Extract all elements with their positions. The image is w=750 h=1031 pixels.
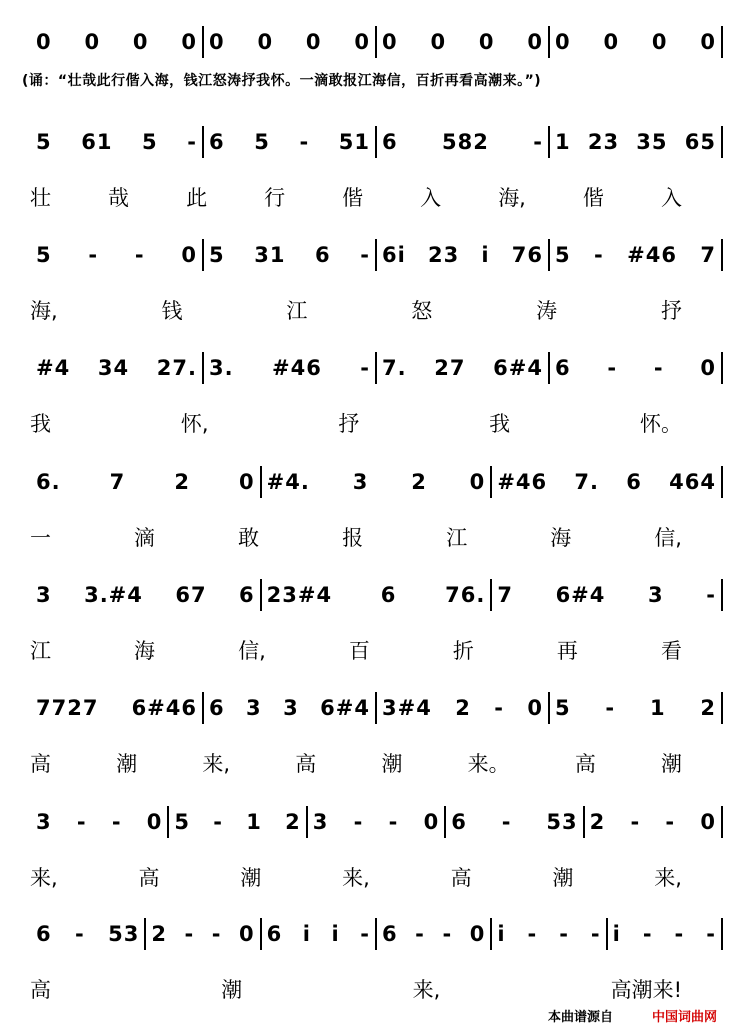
footer-site-link[interactable]: 中国词曲网	[652, 1010, 718, 1025]
measure	[267, 583, 486, 607]
note-group: -	[494, 696, 504, 720]
note-group: 6#4	[320, 696, 370, 720]
note-group: 7727	[36, 696, 99, 720]
note-group: 6	[209, 696, 225, 720]
bar-line	[260, 466, 262, 498]
lyric-word: 敢	[238, 526, 260, 550]
lyrics-line	[30, 974, 682, 1004]
note-group: 6	[36, 922, 52, 946]
note-group: 1	[555, 130, 571, 154]
measure	[555, 30, 716, 54]
measure	[497, 922, 600, 946]
note-group: 3	[352, 470, 369, 494]
note-group: -	[442, 922, 453, 946]
note-group: 7.	[382, 356, 407, 380]
note-group: -	[706, 583, 716, 607]
footer-source-label: 本曲谱源自	[548, 1010, 614, 1025]
note-group: 27	[434, 356, 466, 380]
bar-line	[606, 918, 608, 950]
lyric-word: 高潮来!	[610, 978, 682, 1002]
note-group: 0	[469, 922, 486, 946]
note-group: -	[607, 356, 618, 380]
note-group: 7	[109, 470, 126, 494]
note-group: 5	[254, 130, 270, 154]
bar-line	[202, 126, 204, 158]
lyric-word: 高	[30, 978, 51, 1002]
note-group: 3.	[209, 356, 234, 380]
lyrics-line	[30, 182, 682, 212]
lyric-word: 哉	[108, 186, 130, 210]
bar-line	[375, 918, 377, 950]
note-group: 0	[555, 30, 571, 54]
note-group: -	[665, 810, 676, 834]
note-group: -	[88, 243, 99, 267]
note-group: 2	[455, 696, 471, 720]
note-group: 23	[427, 243, 460, 267]
measure	[174, 810, 300, 834]
measure	[36, 922, 139, 946]
note-group: 3#4	[382, 696, 432, 720]
lyric-word: 信,	[654, 526, 682, 550]
note-group: -	[299, 130, 310, 154]
note-group: -	[594, 243, 604, 267]
note-group: 2	[700, 696, 716, 720]
note-group: -	[360, 243, 370, 267]
bar-line	[260, 579, 262, 611]
note-group: -	[76, 810, 87, 834]
note-group: -	[213, 810, 223, 834]
note-group: 2	[174, 470, 190, 494]
note-group: 5	[174, 810, 191, 834]
measure	[209, 356, 370, 380]
note-group: 6	[315, 243, 331, 267]
note-group: 3	[312, 810, 329, 834]
note-group: i	[497, 922, 506, 946]
measure	[382, 130, 543, 154]
note-group: 0	[469, 470, 486, 494]
bar-line	[490, 466, 492, 498]
note-group: 0	[430, 30, 447, 54]
measure	[382, 30, 543, 54]
note-group: 76.	[445, 583, 486, 607]
note-group: -	[134, 243, 145, 267]
lyric-word: 行	[264, 186, 286, 210]
note-group: i	[612, 922, 621, 946]
bar-line	[490, 918, 492, 950]
note-group: -	[415, 922, 425, 946]
note-group: i	[302, 922, 311, 946]
lyric-word: 高	[30, 752, 51, 776]
lyric-word: 江	[30, 639, 51, 663]
lyric-word: 偕	[582, 186, 604, 210]
note-group: 1	[649, 696, 666, 720]
note-group: 0	[382, 30, 398, 54]
lyric-word: 高	[295, 752, 317, 776]
lyric-word: 海	[550, 526, 572, 550]
note-group: 0	[354, 30, 370, 54]
bar-line	[721, 579, 723, 611]
note-group: 6	[626, 470, 642, 494]
lyric-word: 信,	[238, 639, 266, 663]
note-group: 51	[338, 130, 370, 154]
measure	[555, 243, 716, 267]
measure	[36, 696, 197, 720]
note-group: 3	[246, 696, 262, 720]
measure	[36, 130, 197, 154]
lyric-word: 入	[420, 186, 442, 210]
lyric-word: 高	[450, 866, 472, 890]
note-group: 23	[587, 130, 620, 154]
measure	[209, 130, 370, 154]
note-group: -	[630, 810, 641, 834]
note-group: 6i	[382, 243, 406, 267]
lyrics-line	[30, 748, 682, 778]
bar-line	[202, 26, 204, 58]
note-group: 35	[636, 130, 668, 154]
lyric-word: 此	[186, 186, 208, 210]
note-group: 0	[181, 243, 197, 267]
lyric-word: 海,	[498, 186, 526, 210]
note-group: 0	[209, 30, 225, 54]
bar-line	[490, 579, 492, 611]
note-group: -	[360, 922, 370, 946]
lyric-word: 我	[30, 412, 51, 436]
lyric-word: 来,	[412, 978, 441, 1002]
note-group: 5	[142, 130, 158, 154]
note-group: -	[653, 356, 664, 380]
note-group: 6#4	[555, 583, 606, 607]
note-group: 464	[669, 470, 716, 494]
note-group: 5	[36, 243, 52, 267]
note-group: 23#4	[266, 583, 333, 607]
measure	[36, 583, 255, 607]
lyric-word: 高	[138, 866, 160, 890]
bar-line	[721, 918, 723, 950]
measure	[36, 30, 197, 54]
bar-line	[167, 806, 169, 838]
lyric-word: 江	[446, 526, 468, 550]
note-group: 7	[497, 583, 513, 607]
note-group: -	[75, 922, 85, 946]
measure	[451, 810, 577, 834]
note-group: 6	[209, 130, 225, 154]
note-group: 2	[151, 922, 167, 946]
bar-line	[202, 692, 204, 724]
note-group: -	[559, 922, 569, 946]
note-group: 2	[411, 470, 427, 494]
lyric-word: 海	[134, 639, 156, 663]
note-group: -	[187, 130, 197, 154]
lyric-word: 怀,	[180, 412, 209, 436]
lyrics-line	[30, 635, 682, 665]
lyric-word: 偕	[342, 186, 364, 210]
lyrics-line	[30, 522, 682, 552]
note-group: 5	[555, 696, 571, 720]
note-group: -	[211, 922, 222, 946]
lyric-word: 来,	[30, 866, 58, 890]
bar-line	[375, 26, 377, 58]
bar-line	[144, 918, 146, 950]
note-group: 6	[382, 130, 398, 154]
lyrics-line	[30, 408, 682, 438]
note-group: 3	[36, 810, 52, 834]
note-group: 3	[648, 583, 664, 607]
note-group: 34	[97, 356, 130, 380]
note-group: 61	[81, 130, 113, 154]
note-group: -	[706, 922, 716, 946]
note-group: 6	[555, 356, 571, 380]
bar-line	[721, 239, 723, 271]
note-group: 7	[700, 243, 716, 267]
measure	[590, 810, 716, 834]
lyric-word: 折	[452, 639, 474, 663]
lyric-word: 潮	[552, 866, 574, 890]
measure	[313, 810, 439, 834]
note-group: #46	[627, 243, 677, 267]
note-group: 3	[283, 696, 299, 720]
note-group: 1	[246, 810, 262, 834]
lyric-word: 抒	[338, 412, 360, 436]
bar-line	[375, 352, 377, 384]
lyric-word: 来。	[467, 752, 510, 776]
note-group: #4	[36, 356, 71, 380]
note-group: 2	[285, 810, 301, 834]
lyric-word: 钱	[161, 299, 183, 323]
measure	[382, 696, 543, 720]
bar-line	[721, 352, 723, 384]
note-group: 27.	[156, 356, 197, 380]
note-group: i	[331, 922, 340, 946]
bar-line	[548, 352, 550, 384]
note-group: 6.	[36, 470, 61, 494]
lyric-word: 一	[30, 526, 51, 550]
measure	[36, 470, 255, 494]
note-group: 3	[36, 583, 52, 607]
lyric-word: 潮	[661, 752, 682, 776]
lyric-word: 潮	[381, 752, 403, 776]
bar-line	[444, 806, 446, 838]
lyric-word: 壮	[30, 186, 51, 210]
measure	[36, 810, 162, 834]
measure	[267, 922, 370, 946]
measure	[497, 470, 716, 494]
note-group: 31	[254, 243, 286, 267]
note-group: -	[674, 922, 685, 946]
lyric-word: 怀。	[640, 412, 682, 436]
bar-line	[721, 126, 723, 158]
bar-line	[202, 352, 204, 384]
note-group: 5	[209, 243, 225, 267]
note-group: -	[353, 810, 364, 834]
bar-line	[548, 26, 550, 58]
lyric-word: 看	[660, 639, 682, 663]
recitation-text: (诵：“壮哉此行偕入海，钱江怒涛抒我怀。一滴敢报江海信，百折再看高潮来。”)	[22, 73, 542, 89]
note-group: 0	[527, 696, 543, 720]
note-group: #46	[272, 356, 322, 380]
lyric-word: 涛	[536, 299, 558, 323]
measure	[382, 922, 485, 946]
note-group: 0	[132, 30, 149, 54]
note-group: 53	[546, 810, 578, 834]
measure	[209, 696, 370, 720]
lyric-word: 百	[348, 639, 370, 663]
note-group: 0	[239, 922, 255, 946]
note-group: -	[360, 356, 370, 380]
note-group: 0	[700, 30, 716, 54]
bar-line	[548, 239, 550, 271]
note-group: -	[642, 922, 653, 946]
note-group: -	[388, 810, 399, 834]
note-group: #4.	[266, 470, 310, 494]
note-group: 6#46	[131, 696, 197, 720]
note-group: -	[533, 130, 543, 154]
note-group: 0	[146, 810, 163, 834]
note-group: 0	[305, 30, 322, 54]
note-group: 0	[257, 30, 274, 54]
note-group: 6	[451, 810, 467, 834]
bar-line	[260, 918, 262, 950]
note-group: 6	[382, 922, 398, 946]
note-group: 6	[380, 583, 397, 607]
measure	[36, 243, 197, 267]
note-group: 2	[589, 810, 606, 834]
measure	[209, 30, 370, 54]
measure	[151, 922, 254, 946]
measure	[267, 470, 486, 494]
note-group: -	[111, 810, 122, 834]
lyrics-line	[30, 295, 682, 325]
note-group: -	[501, 810, 512, 834]
note-group: 582	[442, 130, 489, 154]
bar-line	[375, 239, 377, 271]
lyric-word: 江	[286, 299, 308, 323]
measure	[497, 583, 716, 607]
lyric-word: 来,	[202, 752, 231, 776]
note-group: 65	[684, 130, 716, 154]
note-group: 0	[603, 30, 620, 54]
measure	[209, 243, 370, 267]
note-group: 5	[555, 243, 571, 267]
note-group: 0	[84, 30, 101, 54]
note-group: 0	[36, 30, 52, 54]
bar-line	[721, 692, 723, 724]
measure	[36, 356, 197, 380]
note-group: 0	[478, 30, 495, 54]
lyric-word: 潮	[116, 752, 138, 776]
measure	[555, 356, 716, 380]
note-group: 5	[36, 130, 52, 154]
lyric-word: 入	[660, 186, 682, 210]
bar-line	[548, 692, 550, 724]
note-group: 53	[108, 922, 140, 946]
lyric-word: 我	[489, 412, 511, 436]
note-group: 6#4	[493, 356, 543, 380]
lyric-word: 来,	[342, 866, 370, 890]
lyric-word: 再	[556, 639, 578, 663]
note-group: 0	[700, 356, 716, 380]
lyric-word: 潮	[221, 978, 243, 1002]
bar-line	[375, 692, 377, 724]
lyric-word: 抒	[660, 299, 682, 323]
note-group: 0	[181, 30, 197, 54]
lyric-word: 来,	[654, 866, 682, 890]
bar-line	[721, 806, 723, 838]
note-group: #46	[497, 470, 548, 494]
bar-line	[721, 466, 723, 498]
note-group: -	[184, 922, 195, 946]
note-group: i	[481, 243, 490, 267]
note-group: -	[590, 922, 601, 946]
measure	[613, 922, 716, 946]
measure	[382, 243, 543, 267]
bar-line	[202, 239, 204, 271]
note-group: 7.	[574, 470, 599, 494]
bar-line	[375, 126, 377, 158]
note-group: 0	[651, 30, 668, 54]
lyric-word: 高	[574, 752, 596, 776]
measure	[382, 356, 543, 380]
bar-line	[548, 126, 550, 158]
lyric-word: 报	[342, 526, 364, 550]
bar-line	[306, 806, 308, 838]
lyric-word: 滴	[134, 526, 156, 550]
note-group: 6	[266, 922, 283, 946]
lyric-word: 潮	[240, 866, 262, 890]
note-group: 6	[239, 583, 255, 607]
bar-line	[721, 26, 723, 58]
note-group: -	[527, 922, 538, 946]
note-group: 0	[527, 30, 543, 54]
note-group: -	[605, 696, 616, 720]
note-group: 0	[700, 810, 716, 834]
lyrics-line	[30, 862, 682, 892]
lyric-word: 海,	[30, 299, 58, 323]
measure	[555, 696, 716, 720]
note-group: 0	[239, 470, 255, 494]
note-group: 3.#4	[84, 583, 143, 607]
note-group: 67	[175, 583, 207, 607]
lyric-word: 怒	[411, 299, 433, 323]
measure	[555, 130, 716, 154]
note-group: 0	[423, 810, 440, 834]
bar-line	[583, 806, 585, 838]
note-group: 76	[511, 243, 543, 267]
